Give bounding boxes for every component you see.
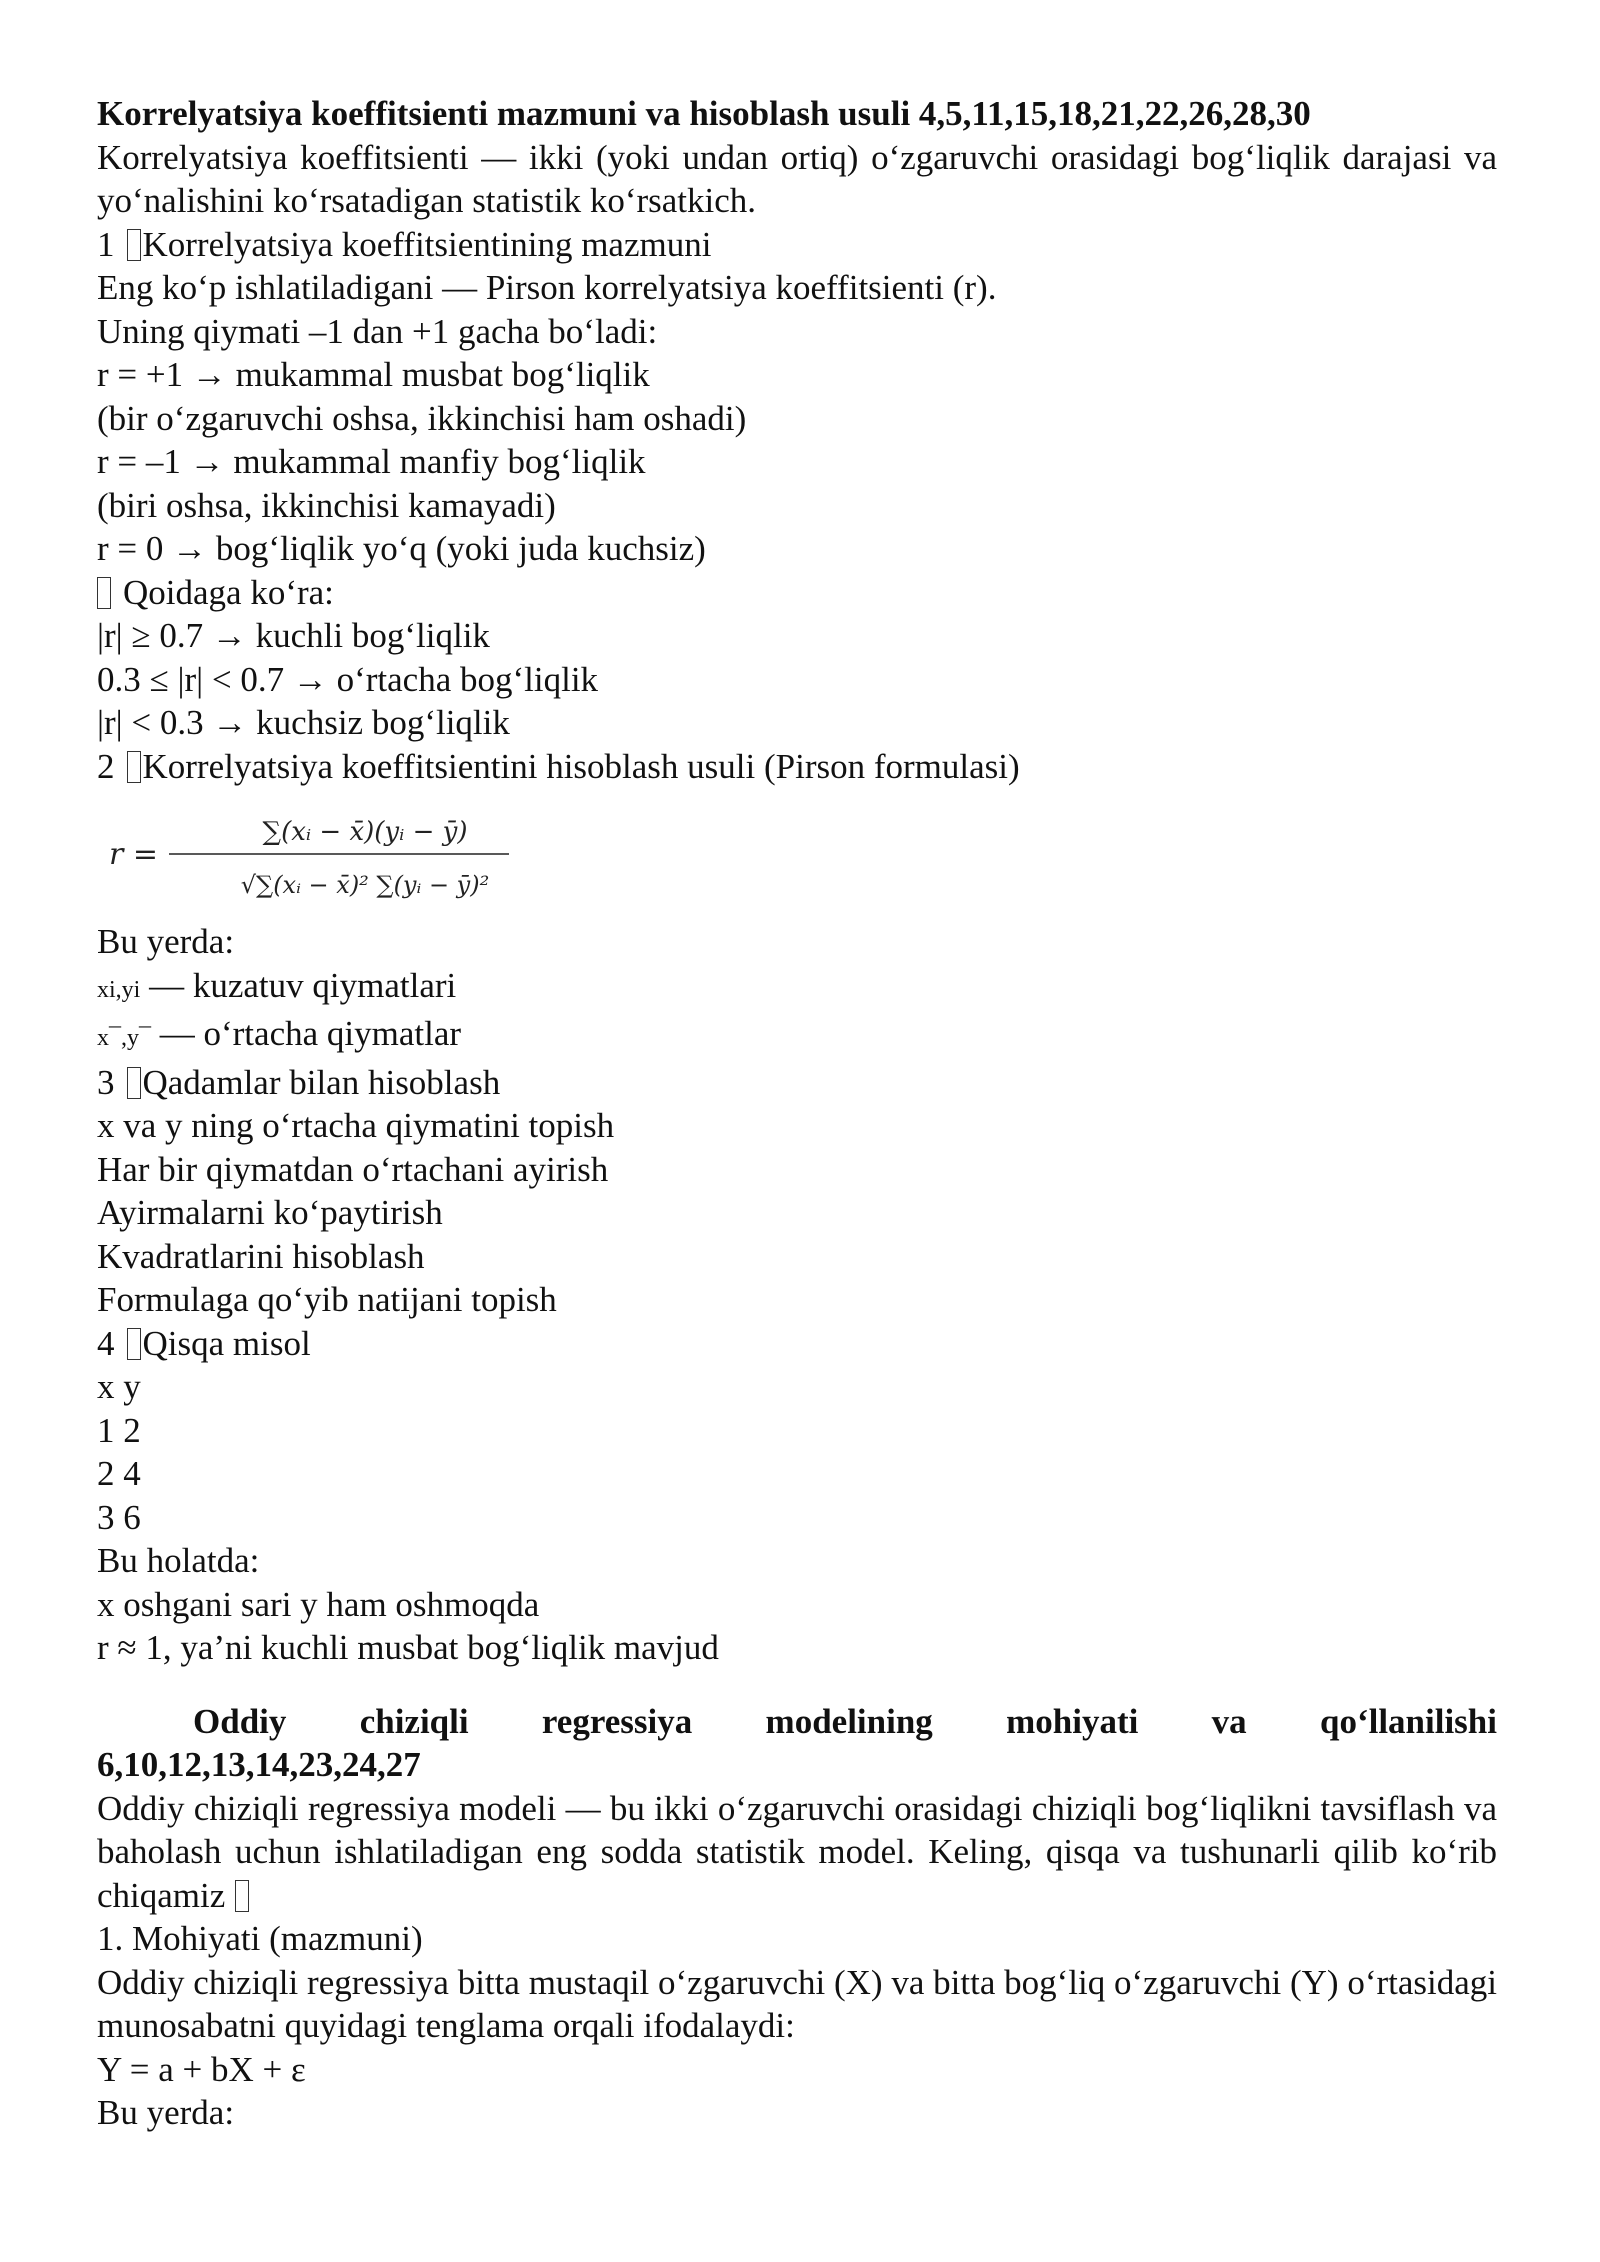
text-line: |r| < 0.3 → kuchsiz bog‘liqlik xyxy=(97,703,510,742)
heading-number: 4 xyxy=(97,1323,115,1363)
section-title-regression: Oddiy chiziqli regressiya modelining mohiyati va qo‘llanilishi xyxy=(193,1701,1497,1741)
paragraph: Oddiy chiziqli regressiya bitta mustaqil o‘zgaruvchi (X) va bitta bog‘liq o‘zgaruvchi (Y) o‘rtasidagi munosabatni quyidagi tenglama orqali ifodalaydi: xyxy=(97,1962,1497,2045)
formula-lhs: r = xyxy=(109,837,159,872)
pearson-formula xyxy=(97,788,1497,920)
definition-line xyxy=(97,964,1497,1013)
intro-paragraph: Korrelyatsiya koeffitsienti — ikki (yoki undan ortiq) o‘zgaruvchi orasidagi bog‘liqlik darajasi va yo‘nalishini ko‘rsatadigan statistik ko‘rsatkich. xyxy=(97,137,1497,220)
definition-line xyxy=(97,1012,1497,1061)
heading-number: 1 xyxy=(97,224,115,264)
formula-image xyxy=(97,798,517,910)
heading-text: Korrelyatsiya koeffitsientini hisoblash usuli (Pirson formulasi) xyxy=(142,746,1020,786)
text-line: r = –1 → mukammal manfiy bog‘liqlik xyxy=(97,442,646,481)
definition-text: — o‘rtacha qiymatlar xyxy=(151,1014,462,1053)
equation-line: Y = a + bX + ε xyxy=(97,2049,306,2089)
missing-glyph-icon xyxy=(127,1328,141,1360)
definition-text: — kuzatuv qiymatlari xyxy=(140,965,457,1005)
step-line: Formulaga qo‘yib natijani topish xyxy=(97,1280,557,1319)
text-line: r ≈ 1, ya’ni kuchli musbat bog‘liqlik mavjud xyxy=(97,1628,719,1667)
table-row: 3 6 xyxy=(97,1497,141,1537)
heading-4 xyxy=(97,1322,1497,1366)
text-line: Uning qiymati –1 dan +1 gacha bo‘ladi: xyxy=(97,311,658,351)
text-line: r = +1 → mukammal musbat bog‘liqlik xyxy=(97,355,650,394)
heading-text: Qadamlar bilan hisoblash xyxy=(142,1062,501,1102)
symbol-text: x¯,y¯ xyxy=(97,1025,151,1051)
text-line: |r| ≥ 0.7 → kuchli bog‘liqlik xyxy=(97,616,490,655)
section-title-regression-numbers: 6,10,12,13,14,23,24,27 xyxy=(97,1745,421,1784)
step-line: Kvadratlarini hisoblash xyxy=(97,1236,425,1276)
text-line: Bu yerda: xyxy=(97,922,235,961)
symbol-text: xi,yi xyxy=(97,976,141,1003)
rule-text: Qoidaga ko‘ra: xyxy=(123,572,334,612)
table-row: 1 2 xyxy=(97,1410,141,1450)
text-line: x oshgani sari y ham oshmoqda xyxy=(97,1584,540,1624)
missing-glyph-icon xyxy=(127,1067,141,1099)
heading-2 xyxy=(97,745,1497,789)
text-line: (bir o‘zgaruvchi oshsa, ikkinchisi ham oshadi) xyxy=(97,398,747,438)
text-line: 0.3 ≤ |r| < 0.7 → o‘rtacha bog‘liqlik xyxy=(97,659,599,699)
heading-number: 3 xyxy=(97,1062,115,1102)
missing-glyph-icon xyxy=(127,229,141,261)
text-line: r = 0 → bog‘liqlik yo‘q (yoki juda kuchsiz) xyxy=(97,529,706,568)
subheading: 1. Mohiyati (mazmuni) xyxy=(97,1919,423,1958)
step-line: x va y ning o‘rtacha qiymatini topish xyxy=(97,1106,615,1145)
intro-text: Oddiy chiziqli regressiya modeli — bu ikki o‘zgaruvchi orasidagi chiziqli bog‘liqlikni tavsiflash va baholash uchun ishlatiladigan eng sodda statistik model. Keling, qisqa va tushunarli qilib ko‘rib chiqamiz xyxy=(97,1788,1497,1915)
text-line: Bu yerda: xyxy=(97,2093,235,2132)
heading-text: Qisqa misol xyxy=(142,1323,311,1363)
heading-text: Korrelyatsiya koeffitsientining mazmuni xyxy=(142,224,712,264)
document-page xyxy=(97,92,1497,2135)
section-gap xyxy=(97,1670,1497,1700)
text-line: Bu holatda: xyxy=(97,1541,260,1580)
missing-glyph-icon xyxy=(127,751,141,783)
regression-intro xyxy=(97,1787,1497,1918)
rule-line xyxy=(97,571,1497,615)
formula-numerator: ∑(xᵢ − x̄)(yᵢ − ȳ) xyxy=(262,817,468,847)
heading-3 xyxy=(97,1061,1497,1105)
text-line: (biri oshsa, ikkinchisi kamayadi) xyxy=(97,485,556,525)
step-line: Har bir qiymatdan o‘rtachani ayirish xyxy=(97,1149,609,1189)
table-row: x y xyxy=(97,1367,141,1406)
heading-number: 2 xyxy=(97,746,115,786)
table-row: 2 4 xyxy=(97,1454,141,1493)
missing-glyph-icon xyxy=(235,1880,249,1912)
heading-1 xyxy=(97,223,1497,267)
missing-glyph-icon xyxy=(97,577,111,609)
section-title-correlation: Korrelyatsiya koeffitsienti mazmuni va hisoblash usuli 4,5,11,15,18,21,22,26,28,30 xyxy=(97,94,1311,133)
formula-denominator: √∑(xᵢ − x̄)² ∑(yᵢ − ȳ)² xyxy=(240,871,490,899)
text-line: Eng ko‘p ishlatiladigani — Pirson korrelyatsiya koeffitsienti (r). xyxy=(97,268,997,307)
step-line: Ayirmalarni ko‘paytirish xyxy=(97,1193,443,1232)
